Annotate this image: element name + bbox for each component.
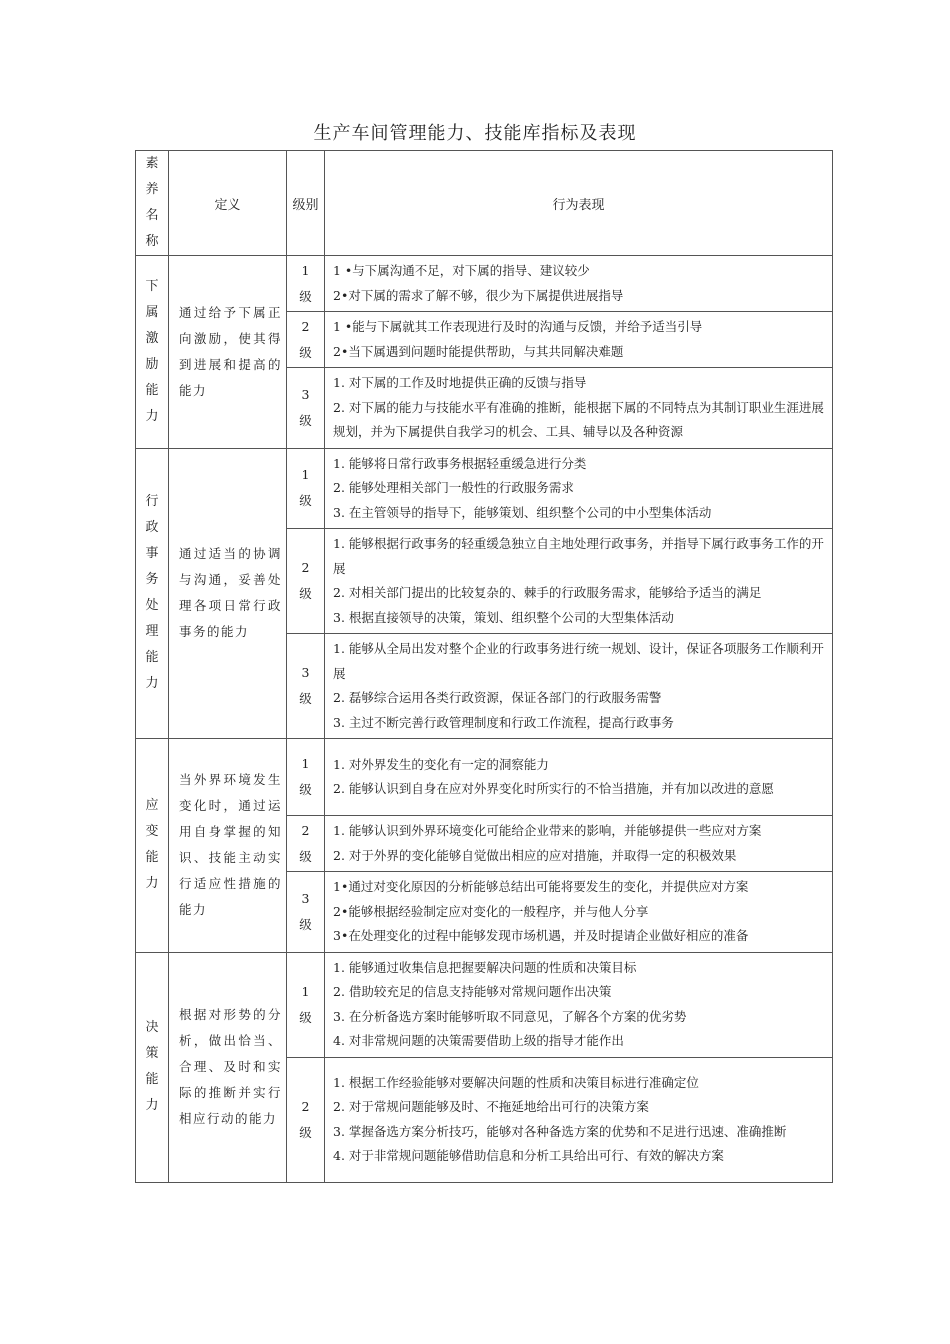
competency-name-cell (136, 256, 169, 449)
behavior-item: 3. 主过不断完善行政管理制度和行政工作流程，提高行政事务 (333, 714, 674, 730)
competency-definition: 根据对形势的分析，做出恰当、合理、及时和实际的推断并实行相应行动的能力 (169, 952, 287, 1182)
level-number: 1 (301, 756, 310, 771)
behavior-item: 4. 对于非常规问题能够借助信息和分析工具给出可行、有效的解决方案 (333, 1148, 724, 1163)
level-cell (287, 256, 325, 312)
behavior-item: 2•能够根据经验制定应对变化的一般程序，并与他人分享 (333, 903, 649, 919)
level-unit: 级 (299, 493, 312, 509)
competency-name: 应变能力 (145, 798, 159, 892)
level-cell (287, 634, 325, 739)
level-number: 1 (301, 983, 310, 999)
behavior-item: 2. 对相关部门提出的比较复杂的、棘手的行政服务需求，能够给予适当的满足 (333, 585, 762, 600)
behavior-item: 2. 借助较充足的信息支持能够对常规问题作出决策 (333, 984, 612, 999)
level-number: 2 (301, 1098, 310, 1114)
behavior-cell (325, 872, 833, 953)
header-behavior: 行为表现 (325, 151, 833, 256)
competency-definition: 当外界环境发生变化时，通过运用自身掌握的知识、技能主动实行适应性措施的能力 (169, 739, 287, 953)
level-cell (287, 739, 325, 816)
header-row (136, 151, 833, 256)
behavior-cell (325, 256, 833, 312)
level-unit: 级 (299, 586, 312, 601)
behavior-item: 1. 能够将日常行政事务根据轻重缓急进行分类 (333, 455, 587, 471)
behavior-item: 1. 对下属的工作及时地提供正确的反馈与指导 (333, 375, 587, 390)
level-number: 3 (301, 386, 310, 402)
behavior-cell (325, 952, 833, 1057)
behavior-cell (325, 312, 833, 368)
level-cell (287, 448, 325, 529)
level-unit: 级 (299, 1009, 312, 1025)
behavior-item: 1. 对外界发生的变化有一定的洞察能力 (333, 756, 549, 772)
behavior-cell (325, 739, 833, 816)
level-cell (287, 872, 325, 953)
behavior-item: 3. 根据直接领导的决策，策划、组织整个公司的大型集体活动 (333, 609, 674, 625)
header-name: 素养名称 (145, 156, 159, 249)
level-row (136, 739, 833, 816)
competency-name: 行政事务处理能力 (145, 494, 159, 692)
behavior-item: 1•通过对变化原因的分析能够总结出可能将要发生的变化，并提供应对方案 (333, 879, 749, 894)
level-cell (287, 529, 325, 634)
level-unit: 级 (299, 782, 312, 797)
behavior-cell (325, 816, 833, 872)
level-cell (287, 368, 325, 449)
behavior-item: 2. 对于常规问题能够及时、不拖延地给出可行的决策方案 (333, 1099, 649, 1114)
behavior-item: 4. 对非常规问题的决策需要借助上级的指导才能作出 (333, 1033, 624, 1048)
level-row (136, 448, 833, 529)
behavior-item: 2. 对下属的能力与技能水平有准确的推断，能根据下属的不同特点为其制订职业生涯进展规划，并为下属提供自我学习的机会、工具、辅导以及各种资源 (333, 399, 824, 439)
competency-definition: 通过给予下属正向激励，使其得到进展和提高的能力 (169, 256, 287, 449)
competency-name-cell (136, 952, 169, 1182)
behavior-item: 2•对下属的需求了解不够，很少为下属提供进展指导 (333, 287, 624, 303)
behavior-item: 2. 能够认识到自身在应对外界变化时所实行的不恰当措施，并有加以改进的意愿 (333, 781, 774, 796)
behavior-item: 1. 能够从全局出发对整个企业的行政事务进行统一规划、设计，保证各项服务工作顺利开展 (333, 641, 824, 681)
competency-definition: 通过适当的协调与沟通，妥善处理各项日常行政事务的能力 (169, 448, 287, 739)
competency-name-cell (136, 448, 169, 739)
behavior-item: 1. 能够通过收集信息把握要解决问题的性质和决策目标 (333, 959, 637, 975)
behavior-item: 3. 在主管领导的指导下，能够策划、组织整个公司的中小型集体活动 (333, 504, 712, 520)
level-row (136, 952, 833, 1057)
header-level: 级别 (287, 151, 325, 256)
behavior-cell (325, 368, 833, 449)
level-unit: 级 (299, 916, 312, 932)
behavior-item: 1. 能够认识到外界环境变化可能给企业带来的影响，并能够提供一些应对方案 (333, 823, 762, 838)
level-cell (287, 952, 325, 1057)
level-unit: 级 (299, 691, 312, 706)
level-number: 2 (301, 822, 310, 838)
behavior-item: 1 •与下属沟通不足，对下属的指导、建议较少 (333, 263, 590, 278)
page-title: 生产车间管理能力、技能库指标及表现 (313, 123, 637, 144)
header-name-cell (136, 151, 169, 256)
behavior-item: 1. 能够根据行政事务的轻重缓急独立自主地处理行政事务，并指导下属行政事务工作的开展 (333, 536, 824, 576)
behavior-item: 1 •能与下属就其工作表现进行及时的沟通与反馈，并给予适当引导 (333, 319, 703, 334)
behavior-item: 3•在处理变化的过程中能够发现市场机遇，并及时提请企业做好相应的准备 (333, 928, 749, 943)
header-definition: 定义 (169, 151, 287, 256)
behavior-cell (325, 529, 833, 634)
level-number: 3 (301, 890, 310, 906)
competency-name-cell (136, 739, 169, 953)
behavior-cell (325, 1057, 833, 1182)
level-number: 3 (301, 665, 310, 680)
behavior-item: 2. 对于外界的变化能够自觉做出相应的应对措施，并取得一定的积极效果 (333, 847, 737, 863)
level-row (136, 256, 833, 312)
behavior-item: 2. 磊够综合运用各类行政资源，保证各部门的行政服务需警 (333, 690, 662, 705)
level-cell (287, 816, 325, 872)
level-number: 2 (301, 560, 310, 575)
behavior-item: 3. 在分析备选方案时能够听取不同意见，了解各个方案的优劣势 (333, 1008, 687, 1024)
behavior-item: 2•当下属遇到问题时能提供帮助，与其共同解决难题 (333, 343, 624, 359)
level-number: 2 (301, 318, 310, 334)
behavior-item: 1. 根据工作经验能够对要解决问题的性质和决策目标进行准确定位 (333, 1074, 699, 1090)
level-unit: 级 (299, 412, 312, 428)
behavior-item: 3. 掌握备选方案分析技巧，能够对各种备选方案的优势和不足进行迅速、准确推断 (333, 1123, 787, 1139)
competency-name: 决策能力 (145, 1020, 159, 1113)
level-unit: 级 (299, 1124, 312, 1140)
behavior-item: 2. 能够处理相关部门一般性的行政服务需求 (333, 480, 574, 495)
competency-table (135, 150, 833, 1183)
level-cell (287, 312, 325, 368)
competency-name: 下属激励能力 (145, 278, 159, 424)
level-unit: 级 (299, 344, 312, 360)
level-number: 1 (301, 262, 310, 278)
level-unit: 级 (299, 848, 312, 864)
behavior-cell (325, 448, 833, 529)
behavior-cell (325, 634, 833, 739)
level-number: 1 (301, 467, 310, 483)
level-unit: 级 (299, 288, 312, 304)
level-cell (287, 1057, 325, 1182)
